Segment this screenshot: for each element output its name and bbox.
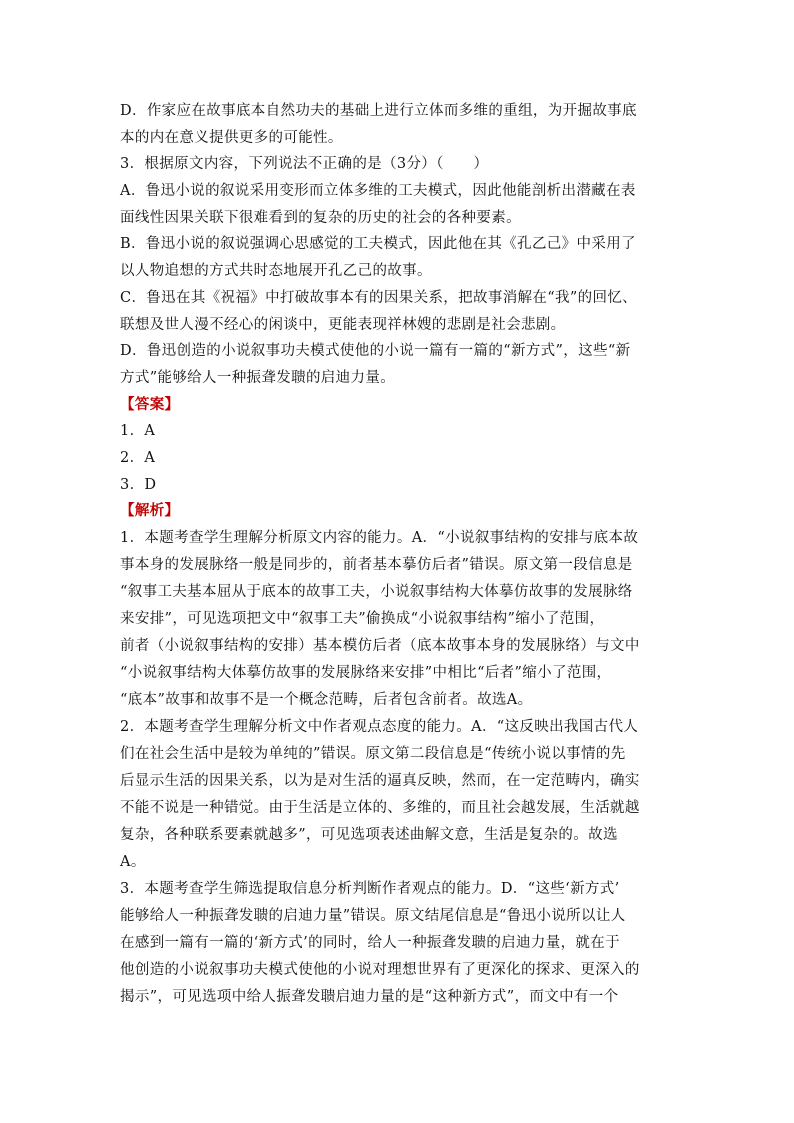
analysis-1-line-2: 事本身的发展脉络一般是同步的，前者基本摹仿后者”错误。原文第一段信息是 (120, 557, 633, 573)
option-a-line-1: A．鲁迅小说的叙说采用变形而立体多维的工夫模式，因此他能剖析出潜藏在表 (120, 183, 636, 199)
option-d-line-2: 本的内在意义提供更多的可能性。 (120, 130, 343, 146)
analysis-1-line-3: “叙事工夫基本屈从于底本的故事工夫，小说叙事结构大体摹仿故事的发展脉络 (120, 584, 633, 600)
analysis-2-line-3: 后显示生活的因果关系，以为是对生活的逼真反映，然而，在一定范畴内，确实 (120, 773, 640, 789)
option-d2-line-2: 方式”能够给人一种振聋发聩的启迪力量。 (120, 370, 396, 386)
analysis-3-line-5: 揭示”，可见选项中给人振聋发聩启迪力量的是“这种新方式”，而文中有一个 (120, 989, 619, 1005)
analysis-1-line-4: 来安排”，可见选项把文中“叙事工夫”偷换成“小说叙事结构”缩小了范围， (120, 611, 605, 627)
analysis-2-line-4: 不能不说是一种错觉。由于生活是立体的、多维的，而且社会越发展，生活就越 (120, 800, 640, 816)
answer-heading: 【答案】 (120, 396, 180, 413)
option-d-line-1: D．作家应在故事底本自然功夫的基础上进行立体而多维的重组，为开掘故事底 (120, 103, 637, 119)
analysis-3-line-1: 3．本题考查学生筛选提取信息分析判断作者观点的能力。D．“这些‘新方式’ (120, 881, 620, 897)
answer-1: 1．A (120, 423, 156, 439)
analysis-3-line-3: 在感到一篇有一篇的‘新方式’的同时，给人一种振聋发聩的启迪力量，就在于 (120, 935, 620, 951)
option-a-line-2: 面线性因果关联下很难看到的复杂的历史的社会的各种要素。 (120, 210, 521, 226)
analysis-1-line-5: 前者（小说叙事结构的安排）基本模仿后者（底本故事本身的发展脉络）与文中 (120, 638, 640, 654)
option-c-line-2: 联想及世人漫不经心的闲谈中，更能表现祥林嫂的悲剧是社会悲剧。 (120, 317, 566, 333)
option-b-line-1: B．鲁迅小说的叙说强调心思感觉的工夫模式，因此他在其《孔乙己》中采用了 (120, 236, 636, 252)
analysis-heading: 【解析】 (120, 502, 180, 519)
answer-2: 2．A (120, 450, 156, 466)
analysis-2-line-2: 们在社会生活中是较为单纯的”错误。原文第二段信息是“传统小说以事情的先 (120, 746, 626, 762)
analysis-1-line-7: “底本”故事和故事不是一个概念范畴，后者包含前者。故选A。 (120, 692, 533, 708)
analysis-3-line-2: 能够给人一种振聋发聩的启迪力量”错误。原文结尾信息是“鲁迅小说所以让人 (120, 908, 626, 924)
option-c-line-1: C．鲁迅在其《祝福》中打破故事本有的因果关系，把故事消解在“我”的回忆、 (120, 290, 638, 306)
analysis-1-line-1: 1．本题考查学生理解分析原文内容的能力。A．“小说叙事结构的安排与底本故 (120, 530, 639, 546)
analysis-2-line-5: 复杂，各种联系要素就越多”，可见选项表述曲解文意，生活是复杂的。故选 (120, 827, 618, 843)
option-d2-line-1: D．鲁迅创造的小说叙事功夫模式使他的小说一篇有一篇的“新方式”，这些“新 (120, 343, 631, 359)
analysis-3-line-4: 他创造的小说叙事功夫模式使他的小说对理想世界有了更深化的探求、更深入的 (120, 962, 640, 978)
analysis-2-line-1: 2．本题考查学生理解分析文中作者观点态度的能力。A．“这反映出我国古代人 (120, 719, 639, 735)
analysis-1-line-6: “小说叙事结构大体摹仿故事的发展脉络来安排”中相比“后者”缩小了范围， (120, 665, 612, 681)
option-b-line-2: 以人物追想的方式共时态地展开孔乙己的故事。 (120, 263, 432, 279)
answer-3: 3．D (120, 477, 157, 493)
question-3: 3．根据原文内容，下列说法不正确的是（3分）（ ） (120, 156, 489, 172)
analysis-2-line-6: A。 (120, 854, 146, 870)
